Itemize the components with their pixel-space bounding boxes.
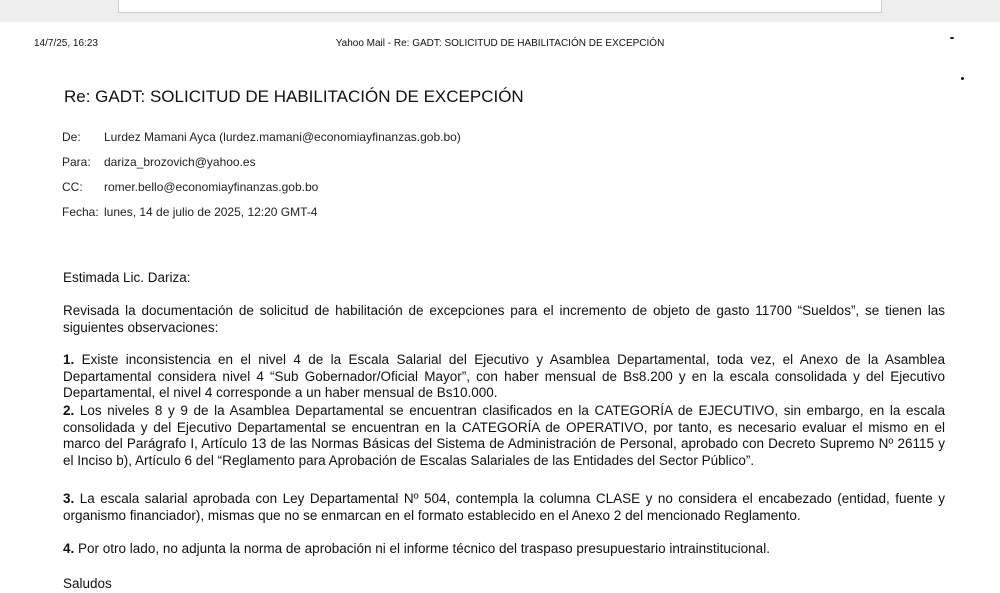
- scan-speck: [961, 77, 964, 80]
- previous-page-edge: [118, 0, 882, 13]
- print-title: Yahoo Mail - Re: GADT: SOLICITUD DE HABILITACIÓN DE EXCEPCIÓN: [335, 38, 665, 49]
- cc-value: romer.bello@economiayfinanzas.gob.bo: [104, 180, 319, 194]
- date-label: Fecha:: [62, 205, 99, 219]
- closing: Saludos: [63, 576, 112, 591]
- to-value: dariza_brozovich@yahoo.es: [104, 155, 256, 169]
- item-text: Existe inconsistencia en el nivel 4 de la Escala Salarial del Ejecutivo y Asamblea Departamental, toda vez, el Anexo de la Asamblea Departamental considera nivel 4 “Sub Gobernador/Oficial Mayor”, con haber mensual de Bs8.200 y en la escala consolidada y del Ejecutivo Departamental, el nivel 4 corresponde a un haber mensual de Bs10.000.: [63, 352, 945, 400]
- list-item: [63, 403, 945, 469]
- item-number: 2.: [63, 403, 75, 418]
- item-number: 1.: [63, 352, 75, 367]
- list-item: [63, 352, 945, 402]
- date-value: lunes, 14 de julio de 2025, 12:20 GMT-4: [104, 205, 318, 219]
- item-text: Los niveles 8 y 9 de la Asamblea Departamental se encuentran clasificados en la CATEGORÍA de EJECUTIVO, sin embargo, en la escala consolidada y del Ejecutivo Departamental se encuentran en la CATEGORÍA de OPERATIVO, por tanto, es necesario evaluar el mismo en el marco del Parágrafo I, Artículo 13 de las Normas Básicas del Sistema de Administración de Personal, aprobado con Decreto Supremo Nº 26115 y el Inciso b), Artículo 6 del “Reglamento para Aprobación de Escalas Salariales de las Entidades del Sector Público”.: [63, 403, 945, 468]
- print-datetime: 14/7/25, 16:23: [34, 38, 98, 49]
- item-number: 4.: [63, 541, 75, 556]
- item-text: La escala salarial aprobada con Ley Departamental Nº 504, contempla la columna CLASE y no considera el encabezado (entidad, fuente y organismo financiador), mismas que no se enmarcan en el formato establecido en el Anexo 2 del mencionado Reglamento.: [63, 491, 945, 523]
- item-text: Por otro lado, no adjunta la norma de aprobación ni el informe técnico del traspaso presupuestario intrainstitucional.: [78, 541, 770, 556]
- email-subject: Re: GADT: SOLICITUD DE HABILITACIÓN DE EXCEPCIÓN: [64, 87, 524, 106]
- cc-label: CC:: [62, 180, 83, 194]
- to-label: Para:: [62, 155, 91, 169]
- previous-page-strip: [0, 0, 1000, 22]
- list-item: [63, 541, 945, 558]
- greeting: Estimada Lic. Dariza:: [63, 270, 191, 285]
- from-value: Lurdez Mamani Ayca (lurdez.mamani@economiayfinanzas.gob.bo): [104, 130, 461, 144]
- item-number: 3.: [63, 491, 75, 506]
- from-label: De:: [62, 130, 81, 144]
- intro-paragraph: Revisada la documentación de solicitud de habilitación de excepciones para el incremento de objeto de gasto 11700 “Sueldos”, se tienen las siguientes observaciones:: [63, 303, 945, 335]
- scan-speck: [950, 37, 954, 39]
- list-item: [63, 491, 945, 524]
